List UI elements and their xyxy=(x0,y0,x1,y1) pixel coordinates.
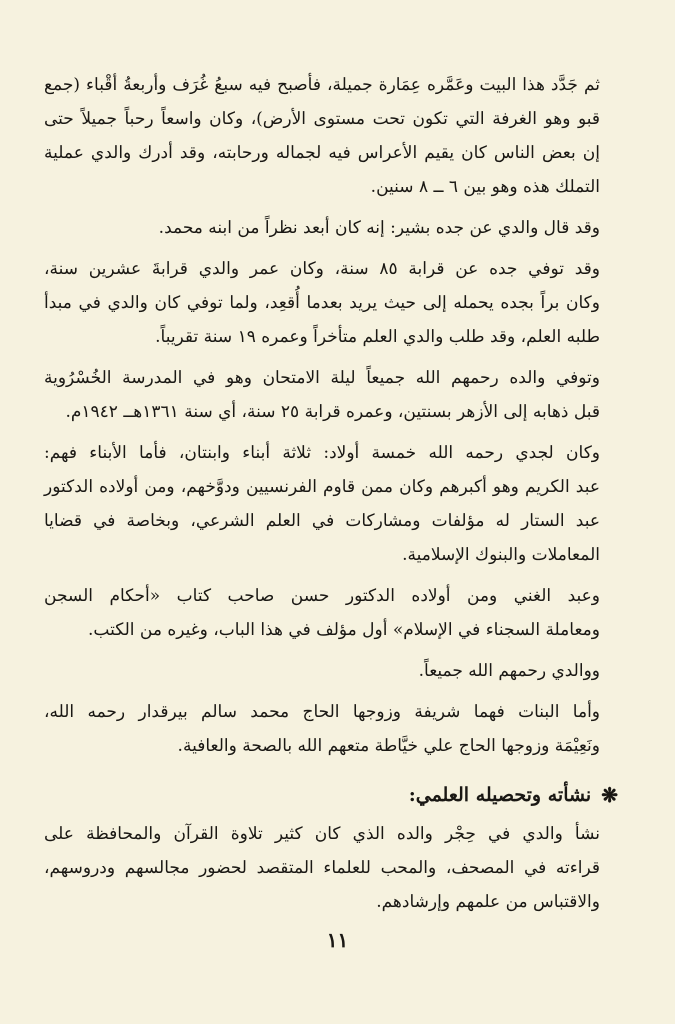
paragraph-grandfather-quote xyxy=(44,211,618,245)
text-line: والاقتباس من علمهم وإرشادهم. xyxy=(376,892,600,912)
text-line: ونَعِيْمَة وزوجها الحاج علي خيَّاطة متعهم الله بالصحة والعافية. xyxy=(177,736,600,756)
paragraph-daughters xyxy=(44,695,618,763)
text-line: وكان لجدي رحمه الله خمسة أولاد: ثلاثة أبناء وابنتان، فأما الأبناء فهم: xyxy=(44,443,600,463)
text-line: ومعاملة السجناء في الإسلام» أول مؤلف في هذا الباب، وغيره من الكتب. xyxy=(87,620,600,640)
text-line: نشأ والدي في حِجْر والده الذي كان كثير تلاوة القرآن والمحافظة على xyxy=(44,824,600,844)
paragraph-father-mention xyxy=(44,654,618,688)
text-line: وأما البنات فهما شريفة وزوجها الحاج محمد سالم بيرقدار رحمه الله، xyxy=(44,702,600,722)
text-line: ثم جَدَّد هذا البيت وعَمَّره عِمَارة جميلة، فأصبح فيه سبعُ غُرَف وأربعةُ أقْباء (جمع xyxy=(44,75,600,95)
text-line: عبد الكريم وهو أكبرهم وكان ممن قاوم الفرنسيين ودوَّخهم، ومن أولاده الدكتور xyxy=(44,477,600,497)
text-line: قبل ذهابه إلى الأزهر بسنتين، وعمره قرابة ٢٥ سنة، أي سنة ١٣٦١هــ ١٩٤٢م. xyxy=(65,402,600,422)
paragraph-house-renovation xyxy=(44,68,618,204)
paragraph-abdulghani xyxy=(44,579,618,647)
text-line: طلبه العلم، وقد طلب والدي العلم متأخراً وعمره ١٩ سنة تقريباً. xyxy=(155,327,600,347)
text-line: التملك هذه وهو بين ٦ ــ ٨ سنين. xyxy=(370,177,600,197)
text-line: وكان براً بجده يحمله إلى حيث يريد بعدما أُقعِد، ولما توفي كان والدي في مبدأ xyxy=(44,293,600,313)
text-line: ووالدي رحمهم الله جميعاً. xyxy=(418,661,600,681)
text-line: وقد توفي جده عن قرابة ٨٥ سنة، وكان عمر والدي قرابةَ عشرين سنة، xyxy=(44,259,601,279)
section-heading xyxy=(44,777,618,813)
text-line: قبو وهو الغرفة التي تكون تحت مستوى الأرض)، وكان واسعاً رحباً جميلاً حتى xyxy=(44,109,600,129)
star-icon: ❋ xyxy=(601,783,618,807)
text-line: وتوفي والده رحمهم الله جميعاً ليلة الامتحان وهو في المدرسة الخُسْرُوية xyxy=(44,368,600,388)
paragraph-grandfather-death xyxy=(44,252,618,354)
paragraph-grandfather-children xyxy=(44,436,618,572)
text-line: قراءته في المصحف، والمحب للعلماء المتقصد لحضور مجالسهم ودروسهم، xyxy=(44,858,600,878)
text-line: إن بعض الناس كان يقيم الأعراس فيه لجماله ورحابته، وقد أدرك والدي عملية xyxy=(44,143,600,163)
text-line: وعبد الغني ومن أولاده الدكتور حسن صاحب كتاب «أحكام السجن xyxy=(44,586,600,606)
section-heading-text: نشأته وتحصيله العلمي: xyxy=(408,784,592,806)
text-line: عبد الستار له مؤلفات ومشاركات في العلم الشرعي، وبخاصة في قضايا xyxy=(44,511,600,531)
paragraph-father-death xyxy=(44,361,618,429)
text-line: وقد قال والدي عن جده بشير: إنه كان أبعد نظراً من ابنه محمد. xyxy=(158,218,600,238)
page-number: ١١ xyxy=(326,928,349,952)
paragraph-upbringing xyxy=(44,817,618,919)
text-line: المعاملات والبنوك الإسلامية. xyxy=(402,545,600,565)
